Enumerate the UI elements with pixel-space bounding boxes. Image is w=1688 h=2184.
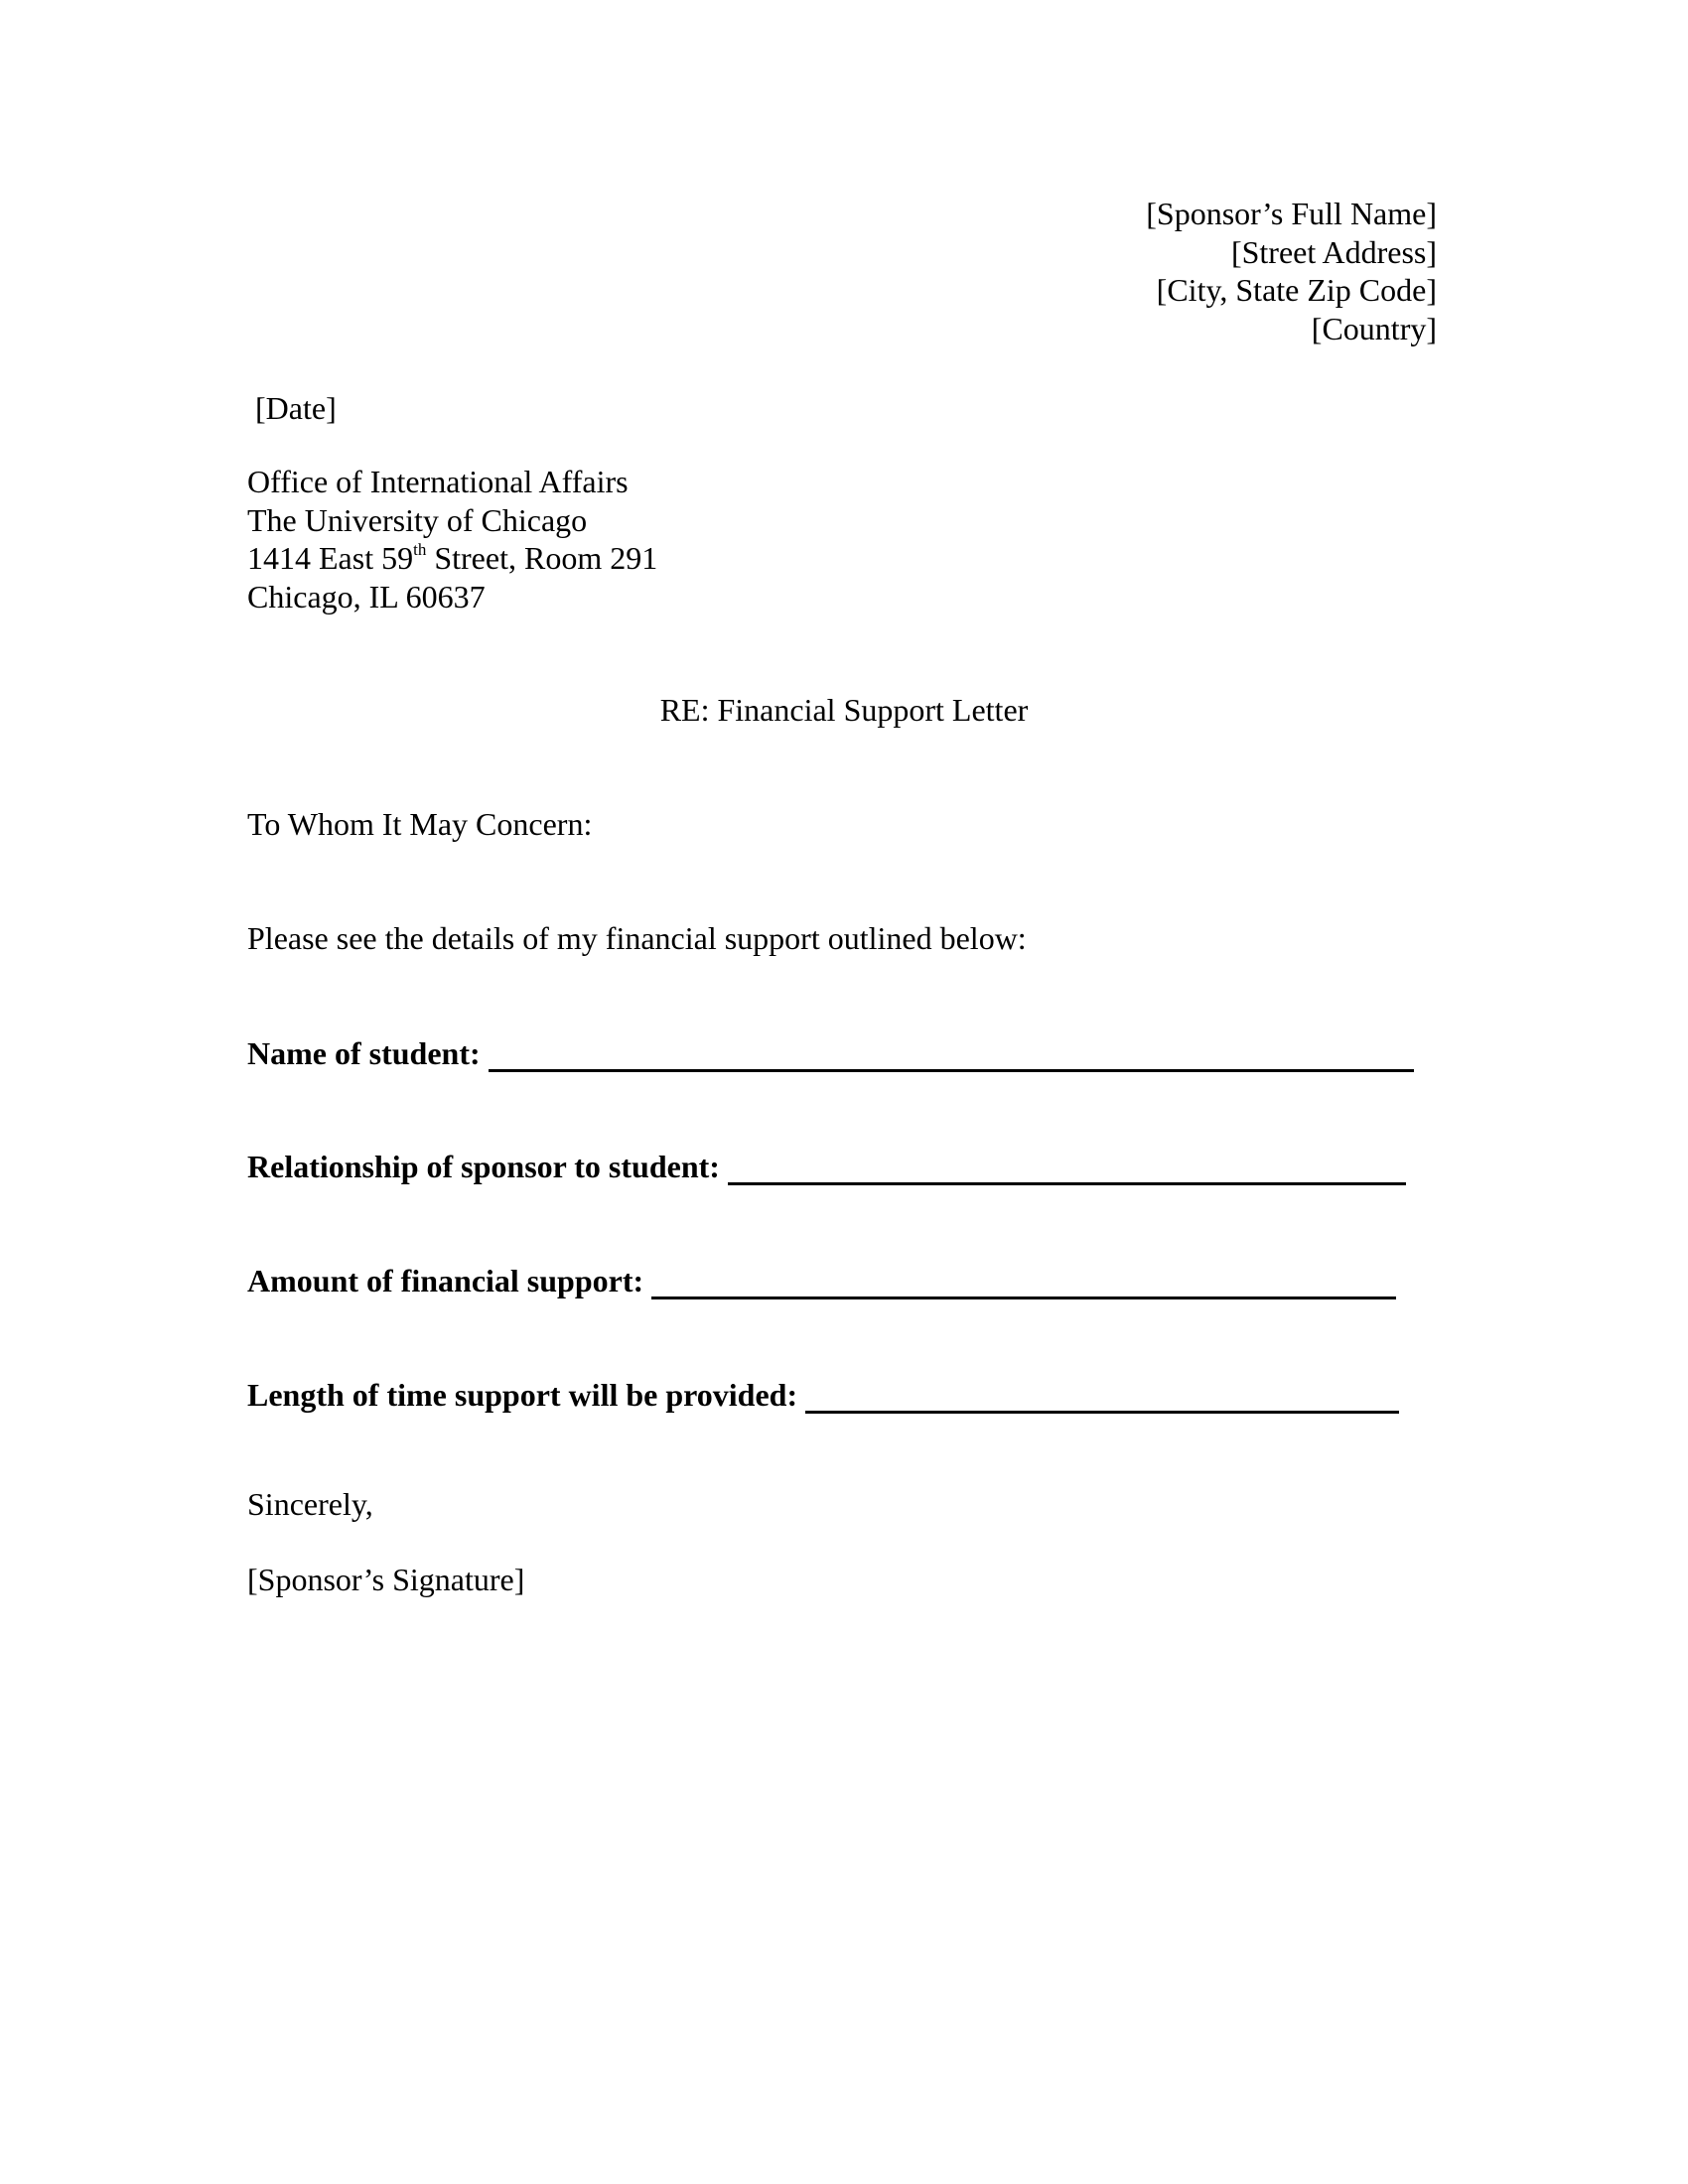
- field-label: Relationship of sponsor to student:: [247, 1149, 720, 1184]
- field-relationship-of-sponsor: [247, 1146, 1406, 1185]
- letter-date: [Date]: [255, 390, 337, 426]
- sender-address-block: [1146, 195, 1437, 347]
- sender-street-address: [Street Address]: [1230, 233, 1437, 270]
- letter-salutation: To Whom It May Concern:: [247, 806, 593, 842]
- field-label: Name of student:: [247, 1035, 481, 1071]
- letter-intro: Please see the details of my financial support outlined below:: [247, 920, 1027, 956]
- recipient-street-prefix: 1414 East 59: [247, 540, 414, 576]
- recipient-street-rest: Street, Room 291: [426, 540, 658, 576]
- recipient-address-block: [247, 463, 657, 615]
- sender-country: [Country]: [1311, 310, 1437, 346]
- fill-in-blank[interactable]: [805, 1381, 1399, 1414]
- signature-placeholder: [Sponsor’s Signature]: [247, 1562, 525, 1597]
- field-length-of-support: [247, 1374, 1399, 1414]
- field-label: Amount of financial support:: [247, 1263, 644, 1298]
- fill-in-blank[interactable]: [728, 1153, 1406, 1185]
- sender-full-name: [Sponsor’s Full Name]: [1146, 196, 1437, 231]
- recipient-city-state-zip: Chicago, IL 60637: [247, 578, 486, 614]
- field-amount-of-support: [247, 1260, 1396, 1299]
- recipient-office: Office of International Affairs: [247, 464, 629, 499]
- recipient-street-ordinal: th: [413, 540, 427, 560]
- fill-in-blank[interactable]: [489, 1039, 1414, 1072]
- letter-closing: Sincerely,: [247, 1486, 373, 1522]
- letter-subject: RE: Financial Support Letter: [659, 692, 1029, 728]
- sender-city-state-zip: [City, State Zip Code]: [1156, 272, 1437, 308]
- fill-in-blank[interactable]: [651, 1267, 1396, 1299]
- recipient-street: [247, 539, 657, 578]
- field-name-of-student: [247, 1032, 1414, 1072]
- field-label: Length of time support will be provided:: [247, 1377, 798, 1413]
- recipient-university: The University of Chicago: [247, 501, 588, 538]
